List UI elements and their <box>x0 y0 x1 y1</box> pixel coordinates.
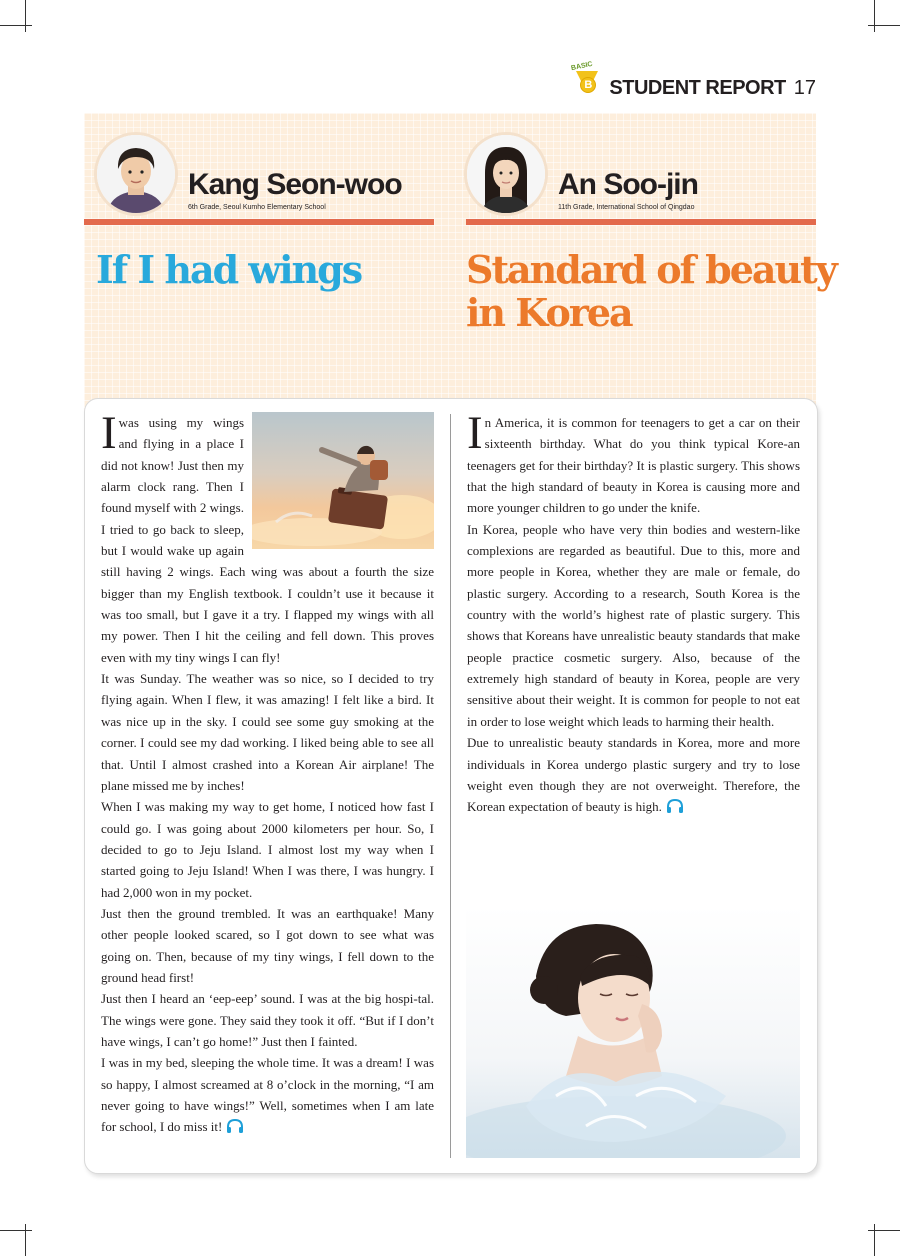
author-school: 6th Grade, Seoul Kumho Elementary School <box>188 204 326 211</box>
crop-mark <box>25 0 26 32</box>
paragraph-text: was using my wings and flying in a place I did not know! Just then my alarm clock rang. Then I found myself with 2 wings. I tried to go back to sleep, but I would wake up again still having 2 wings. Each wing was about a fourth the size bigger than my English textbook. I couldn’t use it because it was too small, but I gave it a try. I flapped my wings with all my power. Then I hit the ceiling and fell down. This proves even with my tiny wings I can fly! <box>101 415 434 665</box>
paragraph: When I was making my way to get home, I noticed how fast I could go. I was going about 2000 kilometers per hour. So, I decided to go to Jeju Island. I almost lost my way when I started going to Jeju Island! When I was there, I was hungry. I had 2,000 won in my pocket. <box>101 799 434 900</box>
boy-flying-photo <box>252 412 434 549</box>
drop-cap: I <box>467 407 483 459</box>
paragraph: It was Sunday. The weather was so nice, so I decided to try flying again. When I flew, it was amazing! I felt like a bird. It was nice up in the sky. I could see some guy smoking at the corner. I could see my dad working. I liked being able to see all that. Until I almost crashed into a Korean Air airplane! The plane missed me by inches! <box>101 671 434 793</box>
section-title: STUDENT REPORT <box>609 76 786 99</box>
author-name: An Soo-jin <box>558 168 698 201</box>
basic-badge-icon <box>570 60 601 103</box>
article-headline: If I had wings <box>96 247 362 292</box>
column-divider <box>450 414 451 1158</box>
badge-letter: B <box>580 77 596 93</box>
author-school: 11th Grade, International School of Qingdao <box>558 204 695 211</box>
headphones-icon[interactable] <box>226 1118 244 1134</box>
author-rule <box>84 219 434 225</box>
boy-portrait-icon <box>97 135 175 213</box>
woman-water-photo <box>466 906 800 1158</box>
paragraph <box>467 407 800 519</box>
paragraph: Just then I heard an ‘eep-eep’ sound. I was at the big hospi-tal. The wings were gone. They said they took it off. “But if I don’t have wings, I can’t go home!” Just then I fainted. <box>101 991 434 1049</box>
paragraph: In Korea, people who have very thin bodies and western-like complexions are regarded as beautiful. Due to this, more and more people in Korea, whether they are male or female, do plastic surgery. According to a research, South Korea is the country with the world’s highest rate of plastic surgery. This shows that Koreans have unrealistic beauty standards that make people practice cosmetic surgery. Also, because of the extremely high standard of beauty in Korea, people are very sensitive about their weight. It is common for people to not eat in order to lose weight which leads to harming their health. <box>467 521 800 729</box>
author-rule <box>466 219 816 225</box>
crop-mark <box>874 0 875 32</box>
right-article-body <box>467 407 800 818</box>
paragraph-text: n America, it is common for teenagers to get a car on their sixteenth birthday. What do you think typical Kore-an teenagers get for their birthday? It is plastic surgery. This shows that the high standard of beauty in Korea is causing more and more younger children to go under the knife. <box>467 415 800 516</box>
flying-suitcase-icon <box>252 412 434 549</box>
crop-mark <box>874 1224 875 1256</box>
paragraph <box>101 1052 434 1137</box>
paragraph-text: Due to unrealistic beauty standards in Korea, more and more individuals in Korea undergo plastic surgery and try to lose weight even though they are not overweight. Therefore, the Korean expectation of beauty is high. <box>467 735 800 815</box>
paragraph: Just then the ground trembled. It was an earthquake! Many other people looked scared, so I got down to see what was going on. Then, because of my tiny wings, I fell down to the ground head first! <box>101 905 434 985</box>
crop-mark <box>868 25 900 26</box>
left-article-body <box>101 407 434 1138</box>
author-name: Kang Seon-woo <box>188 168 402 201</box>
page-header <box>570 60 816 100</box>
girl-portrait-icon <box>467 135 545 213</box>
page-number: 17 <box>793 76 816 99</box>
headline-line: in Korea <box>466 290 632 335</box>
crop-mark <box>0 1230 32 1231</box>
article-headline <box>466 248 836 334</box>
crop-mark <box>0 25 32 26</box>
avatar <box>97 135 175 213</box>
crop-mark <box>25 1224 26 1256</box>
paragraph <box>467 732 800 817</box>
headline-line: Standard of beauty <box>466 247 836 292</box>
headphones-icon[interactable] <box>666 798 684 814</box>
crop-mark <box>868 1230 900 1231</box>
paragraph-text: I was in my bed, sleeping the whole time. It was a dream! I was so happy, I almost screamed at 8 o’clock in the morning, “I am never going to have wings!” Well, sometimes when I am late for school, I do miss it! <box>101 1055 434 1135</box>
woman-splash-icon <box>466 906 800 1158</box>
drop-cap: I <box>101 407 117 459</box>
badge-small-label: BASIC <box>570 60 594 73</box>
avatar <box>467 135 545 213</box>
